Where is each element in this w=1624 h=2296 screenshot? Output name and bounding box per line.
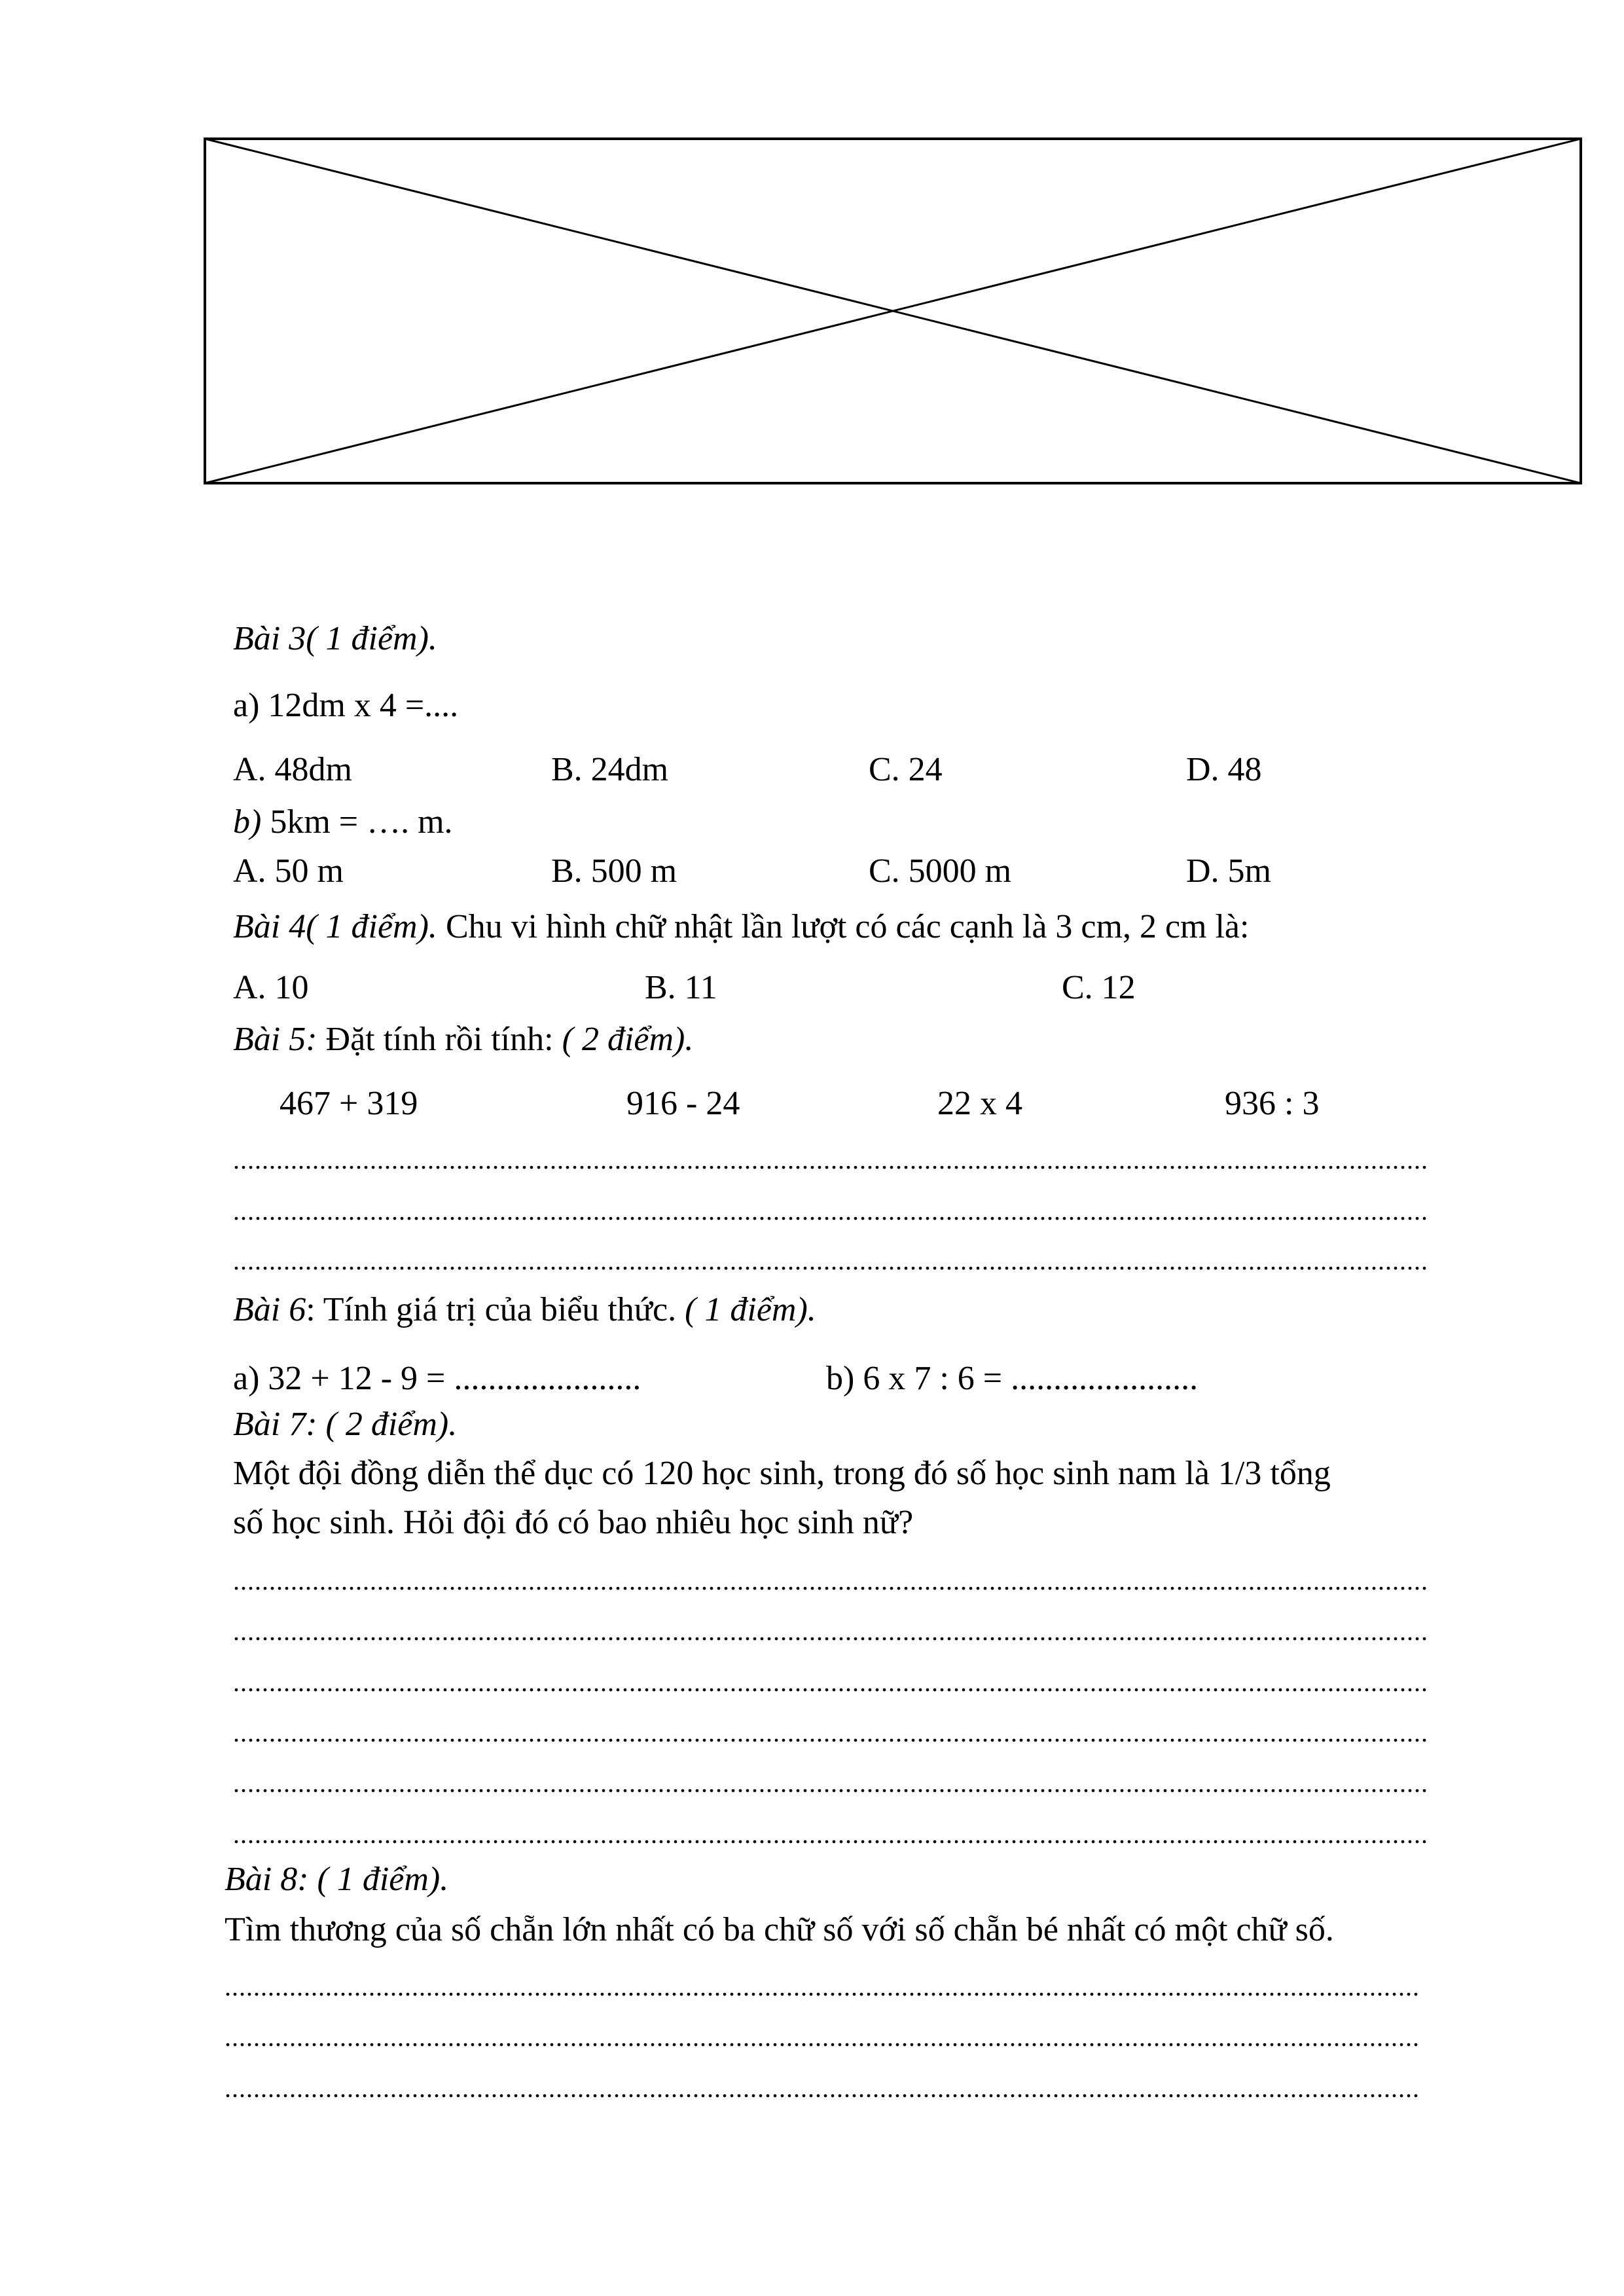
bai4-question-line	[233, 910, 1249, 944]
bai8-answer-line-3[interactable]: ......................................................................................................................................................................	[225, 2073, 1420, 2103]
bai7-points: : ( 2 điểm).	[306, 1406, 458, 1443]
bai7-answer-line-3[interactable]: ......................................................................................................................................................................	[233, 1667, 1428, 1697]
bai3-a-option-a: A. 48dm	[233, 751, 352, 788]
bai7-answer-line-5[interactable]: ......................................................................................................................................................................	[233, 1768, 1428, 1798]
bai6-title: Bài 6	[233, 1291, 306, 1328]
bai3-part-a-question: a) 12dm x 4 =....	[233, 687, 459, 724]
bai6-instruction: : Tính giá trị của biểu thức.	[306, 1291, 685, 1328]
bai5-answer-line-2[interactable]: ......................................................................................................................................................................	[233, 1196, 1428, 1226]
bai3-a-option-d: D. 48	[1186, 751, 1262, 788]
bai3-b-option-d: D. 5m	[1186, 852, 1271, 890]
bai7-heading	[233, 1408, 457, 1442]
bai6-part-b: b) 6 x 7 : 6 = ......................	[826, 1360, 1199, 1397]
bai8-answer-line-1[interactable]: ......................................................................................................................................................................	[225, 1972, 1420, 2001]
bai3-b-option-b: B. 500 m	[551, 852, 677, 890]
bai3-a-option-c: C. 24	[869, 751, 943, 788]
bai7-answer-line-6[interactable]: ......................................................................................................................................................................	[233, 1819, 1428, 1849]
bai4-question: Chu vi hình chữ nhật lần lượt có các cạnh là 3 cm, 2 cm là:	[437, 908, 1250, 945]
bai6-heading	[233, 1293, 816, 1327]
bai3-a-option-b: B. 24dm	[551, 751, 669, 788]
bai7-answer-line-4[interactable]: ......................................................................................................................................................................	[233, 1718, 1428, 1747]
bai8-problem: Tìm thương của số chẵn lớn nhất có ba chữ số với số chẵn bé nhất có một chữ số.	[225, 1911, 1334, 1948]
bai6-part-a: a) 32 + 12 - 9 = ......................	[233, 1360, 641, 1397]
bai3-b-option-c: C. 5000 m	[869, 852, 1012, 890]
bai7-answer-line-1[interactable]: ......................................................................................................................................................................	[233, 1566, 1428, 1595]
bai3-title: Bài 3( 1 điểm).	[233, 620, 437, 657]
rectangle-diagonals-drawing	[204, 137, 1582, 484]
bai5-expression-1: 467 + 319	[280, 1085, 418, 1122]
bai3-b-option-a: A. 50 m	[233, 852, 344, 890]
bai5-heading	[233, 1023, 693, 1057]
bai3-part-b-question	[233, 805, 453, 839]
bai7-problem-line-1: Một đội đồng diễn thể dục có 120 học sinh, trong đó số học sinh nam là 1/3 tổng	[233, 1455, 1331, 1492]
bai5-points: ( 2 điểm).	[562, 1021, 694, 1058]
bai6-points: ( 1 điểm).	[685, 1291, 816, 1328]
bai8-answer-line-2[interactable]: ......................................................................................................................................................................	[225, 2022, 1420, 2052]
bai8-title: Bài 8: ( 1 điểm).	[225, 1861, 449, 1898]
bai4-option-a: A. 10	[233, 969, 309, 1006]
bai5-expression-3: 22 x 4	[937, 1085, 1022, 1122]
bai4-option-b: B. 11	[645, 969, 717, 1006]
bai7-title: Bài 7	[233, 1406, 306, 1443]
bai5-answer-line-1[interactable]: ......................................................................................................................................................................	[233, 1145, 1428, 1175]
bai3-part-b-text: 5km = …. m.	[261, 803, 453, 841]
bai5-expression-2: 916 - 24	[626, 1085, 740, 1122]
bai5-answer-line-3[interactable]: ......................................................................................................................................................................	[233, 1246, 1428, 1275]
bai5-title: Bài 5:	[233, 1021, 317, 1058]
bai5-instruction: Đặt tính rồi tính:	[317, 1021, 562, 1058]
bai5-expression-4: 936 : 3	[1225, 1085, 1320, 1122]
bai7-problem-line-2: số học sinh. Hỏi đội đó có bao nhiêu học sinh nữ?	[233, 1504, 914, 1541]
bai4-title: Bài 4( 1 điểm).	[233, 908, 437, 945]
bai7-answer-line-2[interactable]: ......................................................................................................................................................................	[233, 1616, 1428, 1646]
rectangle-diagonals-figure	[204, 137, 1582, 484]
bai3-part-b-label: b)	[233, 803, 262, 841]
bai4-option-c: C. 12	[1062, 969, 1136, 1006]
